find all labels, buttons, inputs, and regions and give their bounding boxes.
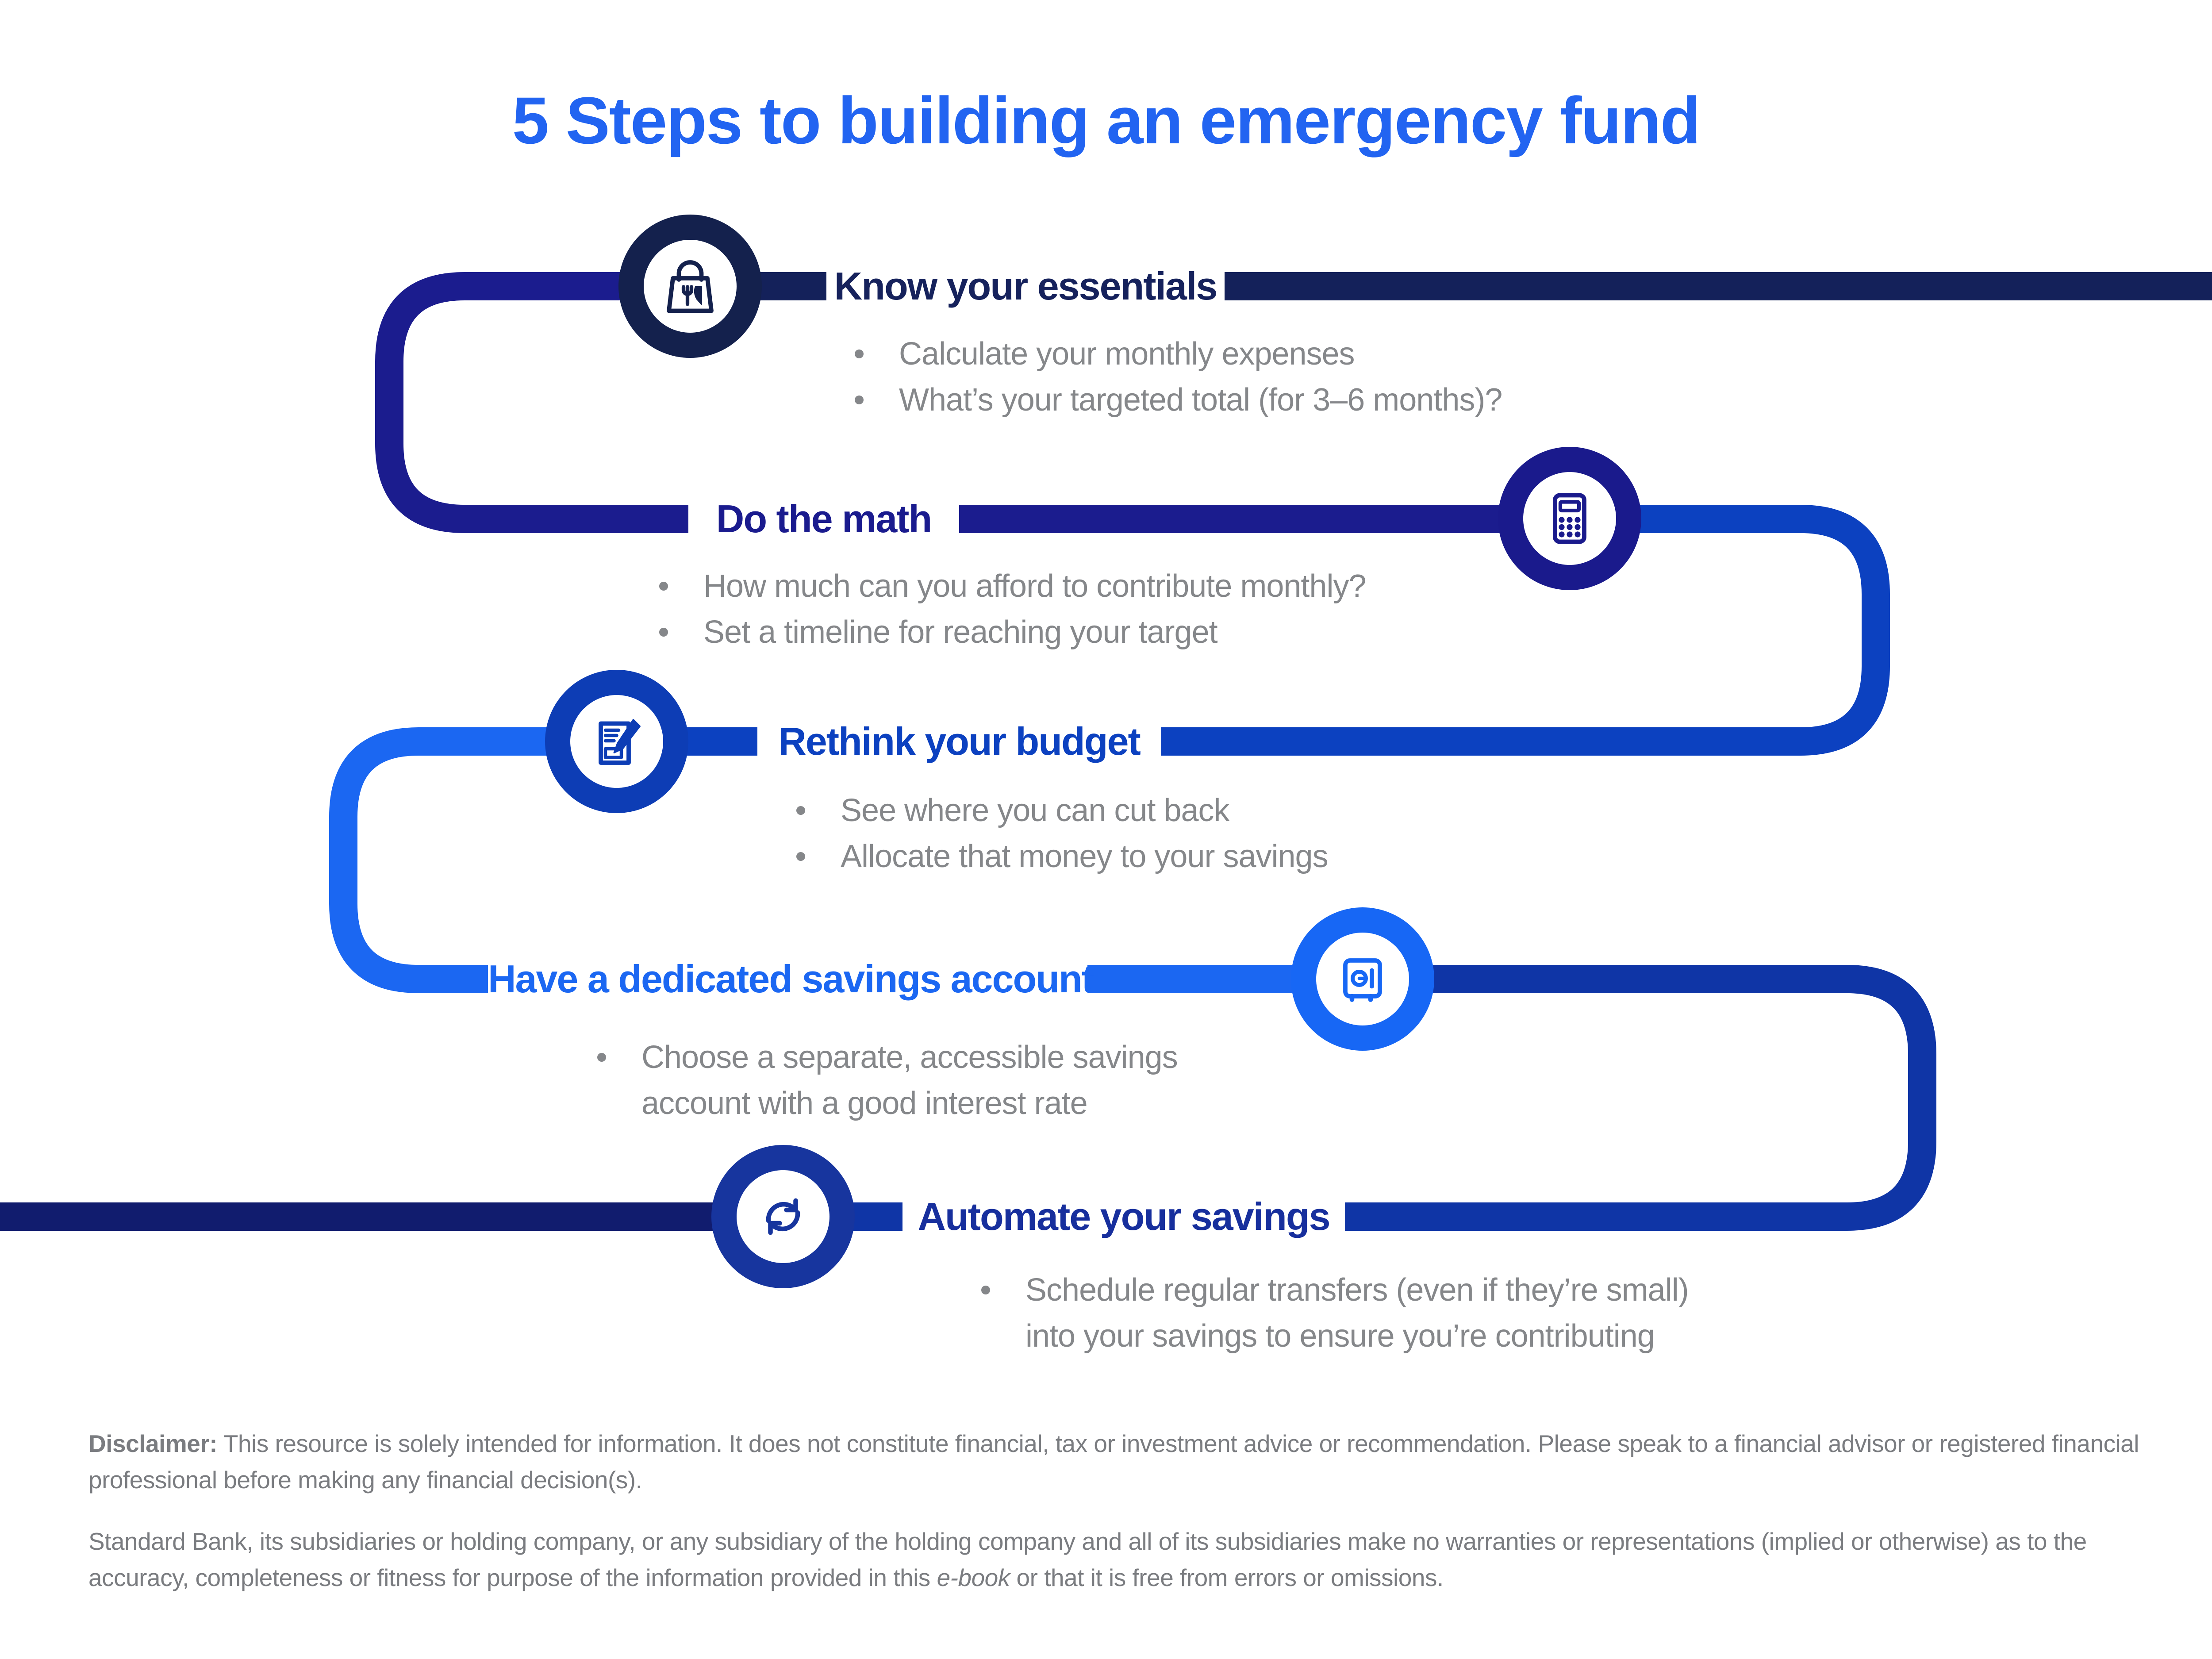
bullet-item: Calculate your monthly expenses bbox=[855, 331, 1502, 377]
bullet-item: What’s your targeted total (for 3–6 months)? bbox=[855, 377, 1502, 423]
step-5-circle bbox=[711, 1145, 855, 1288]
bullet-dot bbox=[597, 1053, 606, 1062]
bullet-dot bbox=[659, 628, 668, 637]
safe-icon bbox=[1329, 946, 1396, 1012]
bullet-item: Schedule regular transfers (even if they’re small) bbox=[981, 1267, 1689, 1313]
bullet-dot bbox=[796, 852, 805, 861]
disclaimer-label: Disclaimer: bbox=[88, 1430, 218, 1457]
refresh-icon bbox=[750, 1183, 816, 1250]
bullet-item: Choose a separate, accessible savings bbox=[597, 1034, 1178, 1080]
step-4-circle bbox=[1291, 907, 1434, 1051]
bullet-item-continuation: account with a good interest rate bbox=[641, 1086, 1087, 1121]
step-4-bullets bbox=[597, 1034, 1178, 1126]
step-2-label: Do the math bbox=[716, 497, 932, 541]
step-2-bullets bbox=[659, 563, 1366, 655]
step-3-circle bbox=[545, 670, 688, 813]
step-3-label: Rethink your budget bbox=[778, 719, 1140, 763]
bullet-item-continuation: into your savings to ensure you’re contributing bbox=[1025, 1318, 1655, 1354]
step-1-label: Know your essentials bbox=[834, 264, 1217, 308]
step-1-circle bbox=[618, 215, 762, 358]
bullet-item: How much can you afford to contribute monthly? bbox=[659, 563, 1366, 609]
bullet-dot bbox=[659, 582, 668, 591]
groceries-bag-icon bbox=[657, 253, 723, 319]
step-1-bullets bbox=[855, 331, 1502, 423]
step-2-circle bbox=[1498, 447, 1641, 590]
step-5-bullets bbox=[981, 1267, 1689, 1359]
bullet-dot bbox=[796, 806, 805, 815]
bullet-item: See where you can cut back bbox=[796, 787, 1328, 833]
bullet-dot bbox=[855, 396, 864, 404]
disclaimer-paragraph-2: Standard Bank, its subsidiaries or holding company, or any subsidiary of the holding company and all of its subsidiaries make no warranties or representations (implied or otherwise) as to the accuracy, completeness or fitness for purpose of the information provided in this e-book or that it is free from errors or omissions. bbox=[88, 1528, 2087, 1591]
disclaimer-paragraph-1: Disclaimer: This resource is solely intended for information. It does not constitute financial, tax or investment advice or recommendation. Please speak to a financial advisor or registered financial professional before making any financial decision(s). bbox=[88, 1430, 2139, 1494]
step-5-label: Automate your savings bbox=[918, 1194, 1330, 1238]
step-4-label: Have a dedicated savings account bbox=[488, 957, 1094, 1001]
bullet-item: Allocate that money to your savings bbox=[796, 833, 1328, 879]
step-3-bullets bbox=[796, 787, 1328, 879]
page-title: 5 Steps to building an emergency fund bbox=[512, 83, 1700, 157]
bullet-dot bbox=[855, 349, 864, 358]
bullet-item: Set a timeline for reaching your target bbox=[659, 609, 1366, 655]
bullet-dot bbox=[981, 1286, 990, 1294]
calculator-icon bbox=[1536, 485, 1603, 552]
note-pencil-icon bbox=[584, 708, 650, 775]
